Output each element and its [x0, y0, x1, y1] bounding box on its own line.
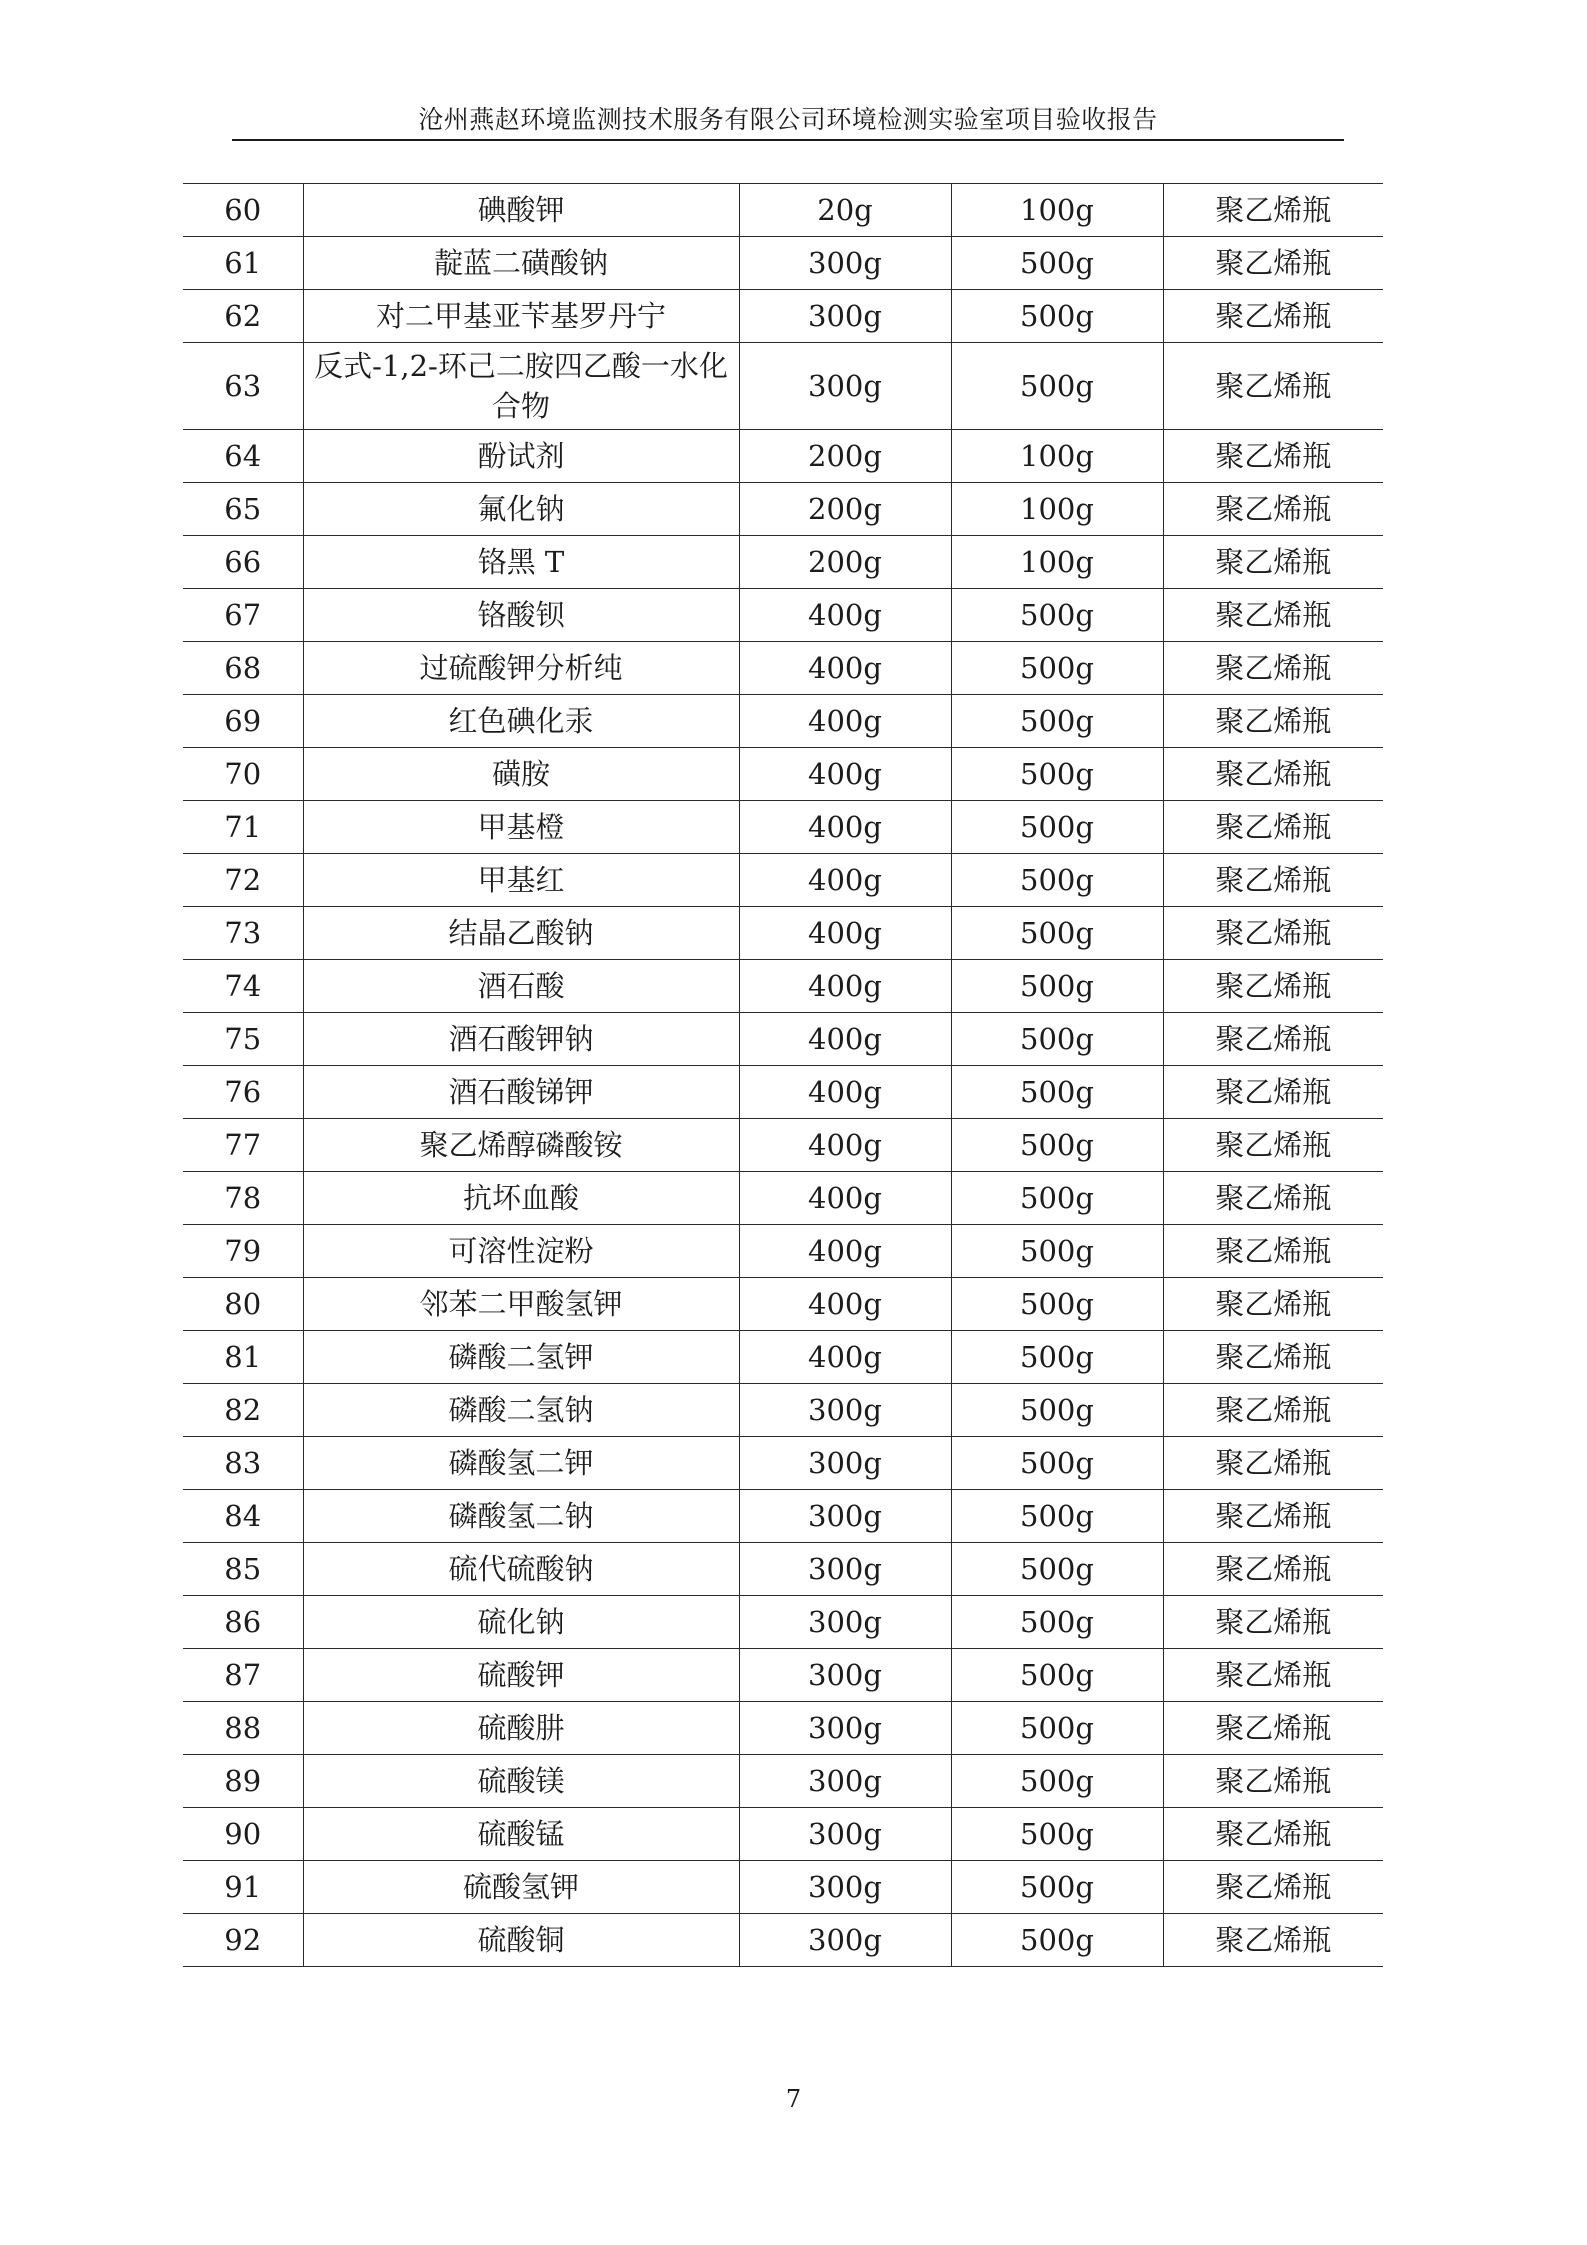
- cell-index: 61: [183, 237, 303, 290]
- cell-quantity-a: 300g: [739, 1702, 951, 1755]
- table-row: [183, 536, 1383, 589]
- cell-quantity-a: 400g: [739, 1331, 951, 1384]
- table-row: [183, 907, 1383, 960]
- cell-container: 聚乙烯瓶: [1163, 1013, 1383, 1066]
- cell-quantity-a: 300g: [739, 1384, 951, 1437]
- cell-index: 68: [183, 642, 303, 695]
- cell-container: 聚乙烯瓶: [1163, 748, 1383, 801]
- cell-quantity-b: 500g: [951, 1808, 1163, 1861]
- cell-index: 62: [183, 290, 303, 343]
- table-row: [183, 1225, 1383, 1278]
- cell-quantity-b: 500g: [951, 1225, 1163, 1278]
- cell-quantity-b: 500g: [951, 589, 1163, 642]
- cell-quantity-a: 300g: [739, 1649, 951, 1702]
- cell-index: 65: [183, 483, 303, 536]
- cell-quantity-b: 500g: [951, 290, 1163, 343]
- cell-reagent-name: 红色碘化汞: [303, 695, 739, 748]
- cell-reagent-name: 过硫酸钾分析纯: [303, 642, 739, 695]
- cell-quantity-a: 400g: [739, 1013, 951, 1066]
- cell-index: 92: [183, 1914, 303, 1967]
- cell-quantity-b: 500g: [951, 237, 1163, 290]
- cell-index: 81: [183, 1331, 303, 1384]
- cell-quantity-a: 300g: [739, 343, 951, 430]
- cell-container: 聚乙烯瓶: [1163, 1649, 1383, 1702]
- cell-container: 聚乙烯瓶: [1163, 536, 1383, 589]
- cell-index: 86: [183, 1596, 303, 1649]
- cell-container: 聚乙烯瓶: [1163, 1543, 1383, 1596]
- table-row: [183, 1278, 1383, 1331]
- cell-quantity-b: 500g: [951, 642, 1163, 695]
- table-row: [183, 854, 1383, 907]
- cell-quantity-b: 500g: [951, 960, 1163, 1013]
- cell-quantity-a: 300g: [739, 1808, 951, 1861]
- table-row: [183, 1702, 1383, 1755]
- table-row: [183, 1543, 1383, 1596]
- table-row: [183, 483, 1383, 536]
- table-row: [183, 1384, 1383, 1437]
- cell-reagent-name: 磷酸氢二钾: [303, 1437, 739, 1490]
- cell-container: 聚乙烯瓶: [1163, 960, 1383, 1013]
- cell-reagent-name: 磷酸二氢钠: [303, 1384, 739, 1437]
- cell-quantity-a: 300g: [739, 1596, 951, 1649]
- cell-reagent-name: 铬酸钡: [303, 589, 739, 642]
- cell-index: 72: [183, 854, 303, 907]
- cell-quantity-b: 500g: [951, 1543, 1163, 1596]
- table-row: [183, 1808, 1383, 1861]
- cell-container: 聚乙烯瓶: [1163, 237, 1383, 290]
- cell-quantity-b: 500g: [951, 801, 1163, 854]
- cell-container: 聚乙烯瓶: [1163, 589, 1383, 642]
- cell-quantity-b: 500g: [951, 1914, 1163, 1967]
- table-row: [183, 1914, 1383, 1967]
- cell-quantity-a: 400g: [739, 854, 951, 907]
- cell-container: 聚乙烯瓶: [1163, 1914, 1383, 1967]
- cell-reagent-name: 靛蓝二磺酸钠: [303, 237, 739, 290]
- cell-quantity-b: 500g: [951, 695, 1163, 748]
- cell-quantity-a: 400g: [739, 801, 951, 854]
- cell-index: 80: [183, 1278, 303, 1331]
- cell-quantity-a: 20g: [739, 184, 951, 237]
- cell-reagent-name: 硫酸氢钾: [303, 1861, 739, 1914]
- cell-reagent-name: 对二甲基亚苄基罗丹宁: [303, 290, 739, 343]
- cell-reagent-name: 甲基红: [303, 854, 739, 907]
- cell-container: 聚乙烯瓶: [1163, 1702, 1383, 1755]
- cell-reagent-name: 甲基橙: [303, 801, 739, 854]
- cell-reagent-name: 碘酸钾: [303, 184, 739, 237]
- cell-quantity-b: 500g: [951, 854, 1163, 907]
- cell-reagent-name: 磷酸氢二钠: [303, 1490, 739, 1543]
- table-row: [183, 1331, 1383, 1384]
- cell-quantity-a: 300g: [739, 1543, 951, 1596]
- reagent-table-container: [183, 183, 1383, 1967]
- cell-quantity-a: 300g: [739, 237, 951, 290]
- cell-reagent-name: 磺胺: [303, 748, 739, 801]
- cell-quantity-b: 500g: [951, 1278, 1163, 1331]
- cell-reagent-name: 酒石酸钾钠: [303, 1013, 739, 1066]
- table-row: [183, 960, 1383, 1013]
- cell-index: 67: [183, 589, 303, 642]
- cell-index: 64: [183, 430, 303, 483]
- cell-quantity-b: 500g: [951, 1066, 1163, 1119]
- cell-index: 84: [183, 1490, 303, 1543]
- cell-quantity-a: 400g: [739, 1172, 951, 1225]
- cell-quantity-b: 100g: [951, 184, 1163, 237]
- cell-quantity-a: 400g: [739, 695, 951, 748]
- cell-container: 聚乙烯瓶: [1163, 1225, 1383, 1278]
- cell-reagent-name: 邻苯二甲酸氢钾: [303, 1278, 739, 1331]
- cell-container: 聚乙烯瓶: [1163, 907, 1383, 960]
- cell-container: 聚乙烯瓶: [1163, 290, 1383, 343]
- cell-reagent-name: 酚试剂: [303, 430, 739, 483]
- cell-reagent-name: 结晶乙酸钠: [303, 907, 739, 960]
- page-header-title: 沧州燕赵环境监测技术服务有限公司环境检测实验室项目验收报告: [418, 105, 1158, 134]
- cell-reagent-name: 氟化钠: [303, 483, 739, 536]
- table-row: [183, 1861, 1383, 1914]
- cell-reagent-name: 硫酸镁: [303, 1755, 739, 1808]
- cell-reagent-name: 反式-1,2-环己二胺四乙酸一水化合物: [303, 343, 739, 430]
- cell-container: 聚乙烯瓶: [1163, 1384, 1383, 1437]
- cell-reagent-name: 硫化钠: [303, 1596, 739, 1649]
- cell-index: 69: [183, 695, 303, 748]
- cell-quantity-b: 500g: [951, 1172, 1163, 1225]
- cell-quantity-b: 500g: [951, 1490, 1163, 1543]
- header-divider: [232, 139, 1344, 141]
- cell-container: 聚乙烯瓶: [1163, 1755, 1383, 1808]
- cell-container: 聚乙烯瓶: [1163, 854, 1383, 907]
- cell-quantity-b: 100g: [951, 430, 1163, 483]
- page-number: 7: [785, 2085, 802, 2113]
- cell-index: 82: [183, 1384, 303, 1437]
- cell-container: 聚乙烯瓶: [1163, 483, 1383, 536]
- cell-container: 聚乙烯瓶: [1163, 642, 1383, 695]
- cell-container: 聚乙烯瓶: [1163, 1437, 1383, 1490]
- table-row: [183, 801, 1383, 854]
- cell-container: 聚乙烯瓶: [1163, 1119, 1383, 1172]
- cell-index: 79: [183, 1225, 303, 1278]
- cell-reagent-name: 磷酸二氢钾: [303, 1331, 739, 1384]
- reagent-table: [183, 183, 1383, 1967]
- cell-container: 聚乙烯瓶: [1163, 1066, 1383, 1119]
- cell-reagent-name: 硫酸钾: [303, 1649, 739, 1702]
- cell-reagent-name: 硫酸锰: [303, 1808, 739, 1861]
- cell-reagent-name: 硫酸肼: [303, 1702, 739, 1755]
- cell-index: 90: [183, 1808, 303, 1861]
- cell-index: 63: [183, 343, 303, 430]
- cell-reagent-name: 酒石酸: [303, 960, 739, 1013]
- cell-index: 66: [183, 536, 303, 589]
- cell-index: 74: [183, 960, 303, 1013]
- cell-index: 87: [183, 1649, 303, 1702]
- cell-quantity-a: 300g: [739, 1755, 951, 1808]
- cell-index: 70: [183, 748, 303, 801]
- cell-quantity-b: 500g: [951, 748, 1163, 801]
- cell-index: 76: [183, 1066, 303, 1119]
- cell-quantity-b: 500g: [951, 1437, 1163, 1490]
- cell-quantity-a: 300g: [739, 1490, 951, 1543]
- cell-quantity-a: 400g: [739, 907, 951, 960]
- table-row: [183, 1596, 1383, 1649]
- cell-container: 聚乙烯瓶: [1163, 343, 1383, 430]
- cell-reagent-name: 硫酸铜: [303, 1914, 739, 1967]
- cell-index: 89: [183, 1755, 303, 1808]
- cell-quantity-a: 400g: [739, 748, 951, 801]
- cell-container: 聚乙烯瓶: [1163, 1172, 1383, 1225]
- cell-quantity-b: 500g: [951, 1384, 1163, 1437]
- cell-container: 聚乙烯瓶: [1163, 1331, 1383, 1384]
- cell-quantity-a: 300g: [739, 1861, 951, 1914]
- table-row: [183, 748, 1383, 801]
- cell-reagent-name: 硫代硫酸钠: [303, 1543, 739, 1596]
- cell-quantity-b: 100g: [951, 483, 1163, 536]
- table-row: [183, 1755, 1383, 1808]
- cell-container: 聚乙烯瓶: [1163, 430, 1383, 483]
- cell-index: 83: [183, 1437, 303, 1490]
- cell-quantity-b: 500g: [951, 1755, 1163, 1808]
- cell-quantity-b: 500g: [951, 907, 1163, 960]
- cell-reagent-name: 铬黑 T: [303, 536, 739, 589]
- table-row: [183, 1172, 1383, 1225]
- cell-quantity-a: 400g: [739, 1066, 951, 1119]
- table-row: [183, 290, 1383, 343]
- cell-container: 聚乙烯瓶: [1163, 1278, 1383, 1331]
- cell-quantity-a: 400g: [739, 1225, 951, 1278]
- table-row: [183, 1490, 1383, 1543]
- cell-index: 71: [183, 801, 303, 854]
- cell-quantity-b: 500g: [951, 1331, 1163, 1384]
- cell-quantity-a: 400g: [739, 1278, 951, 1331]
- cell-index: 88: [183, 1702, 303, 1755]
- table-row: [183, 237, 1383, 290]
- cell-quantity-b: 500g: [951, 1596, 1163, 1649]
- table-row: [183, 1649, 1383, 1702]
- cell-index: 60: [183, 184, 303, 237]
- cell-container: 聚乙烯瓶: [1163, 695, 1383, 748]
- cell-container: 聚乙烯瓶: [1163, 1861, 1383, 1914]
- table-row: [183, 343, 1383, 430]
- cell-container: 聚乙烯瓶: [1163, 1596, 1383, 1649]
- cell-quantity-b: 500g: [951, 1702, 1163, 1755]
- table-row: [183, 1013, 1383, 1066]
- cell-index: 75: [183, 1013, 303, 1066]
- cell-quantity-a: 200g: [739, 430, 951, 483]
- cell-quantity-b: 500g: [951, 343, 1163, 430]
- cell-index: 85: [183, 1543, 303, 1596]
- table-row: [183, 1119, 1383, 1172]
- cell-index: 91: [183, 1861, 303, 1914]
- cell-quantity-a: 200g: [739, 483, 951, 536]
- table-row: [183, 184, 1383, 237]
- table-row: [183, 1066, 1383, 1119]
- cell-quantity-a: 400g: [739, 960, 951, 1013]
- table-row: [183, 642, 1383, 695]
- cell-quantity-b: 500g: [951, 1649, 1163, 1702]
- cell-reagent-name: 抗坏血酸: [303, 1172, 739, 1225]
- cell-reagent-name: 酒石酸锑钾: [303, 1066, 739, 1119]
- cell-quantity-a: 300g: [739, 1437, 951, 1490]
- cell-quantity-a: 400g: [739, 589, 951, 642]
- cell-index: 73: [183, 907, 303, 960]
- table-row: [183, 430, 1383, 483]
- cell-reagent-name: 可溶性淀粉: [303, 1225, 739, 1278]
- cell-reagent-name: 聚乙烯醇磷酸铵: [303, 1119, 739, 1172]
- cell-quantity-b: 500g: [951, 1119, 1163, 1172]
- cell-quantity-b: 100g: [951, 536, 1163, 589]
- cell-quantity-a: 400g: [739, 1119, 951, 1172]
- cell-container: 聚乙烯瓶: [1163, 801, 1383, 854]
- cell-quantity-a: 300g: [739, 290, 951, 343]
- cell-container: 聚乙烯瓶: [1163, 184, 1383, 237]
- reagent-table-body: [183, 184, 1383, 1967]
- cell-quantity-a: 400g: [739, 642, 951, 695]
- table-row: [183, 1437, 1383, 1490]
- cell-quantity-b: 500g: [951, 1013, 1163, 1066]
- cell-quantity-b: 500g: [951, 1861, 1163, 1914]
- cell-index: 77: [183, 1119, 303, 1172]
- cell-index: 78: [183, 1172, 303, 1225]
- cell-quantity-a: 200g: [739, 536, 951, 589]
- table-row: [183, 589, 1383, 642]
- cell-container: 聚乙烯瓶: [1163, 1490, 1383, 1543]
- table-row: [183, 695, 1383, 748]
- cell-quantity-a: 300g: [739, 1914, 951, 1967]
- cell-container: 聚乙烯瓶: [1163, 1808, 1383, 1861]
